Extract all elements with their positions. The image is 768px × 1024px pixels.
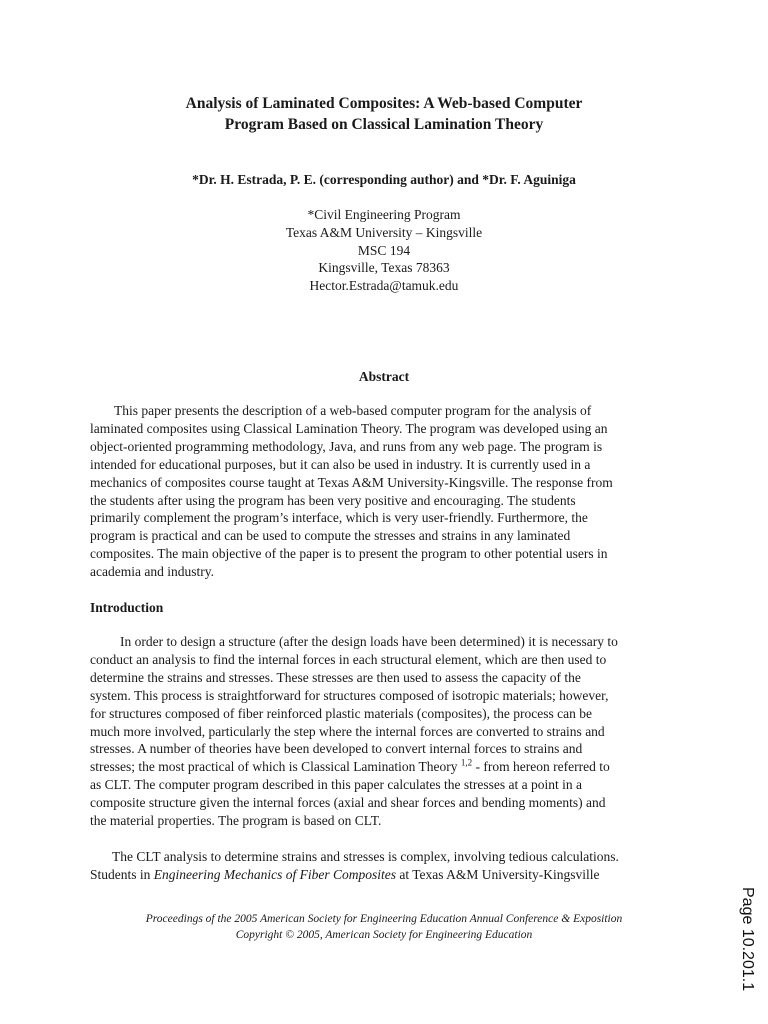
- intro-line: conduct an analysis to find the internal forces in each structural element, which are then used to: [90, 651, 607, 667]
- intro-line-text: stresses; the most practical of which is Classical Lamination Theory: [90, 759, 461, 775]
- intro-line: system. This process is straightforward for structures composed of isotropic materials; however,: [90, 687, 609, 703]
- intro-line: the material properties. The program is based on CLT.: [90, 813, 382, 829]
- introduction-paragraph: [90, 633, 678, 830]
- intro-line: as CLT. The computer program described in this paper calculates the stresses at a point in a: [90, 777, 582, 793]
- footer-proceedings: Proceedings of the 2005 American Society for Engineering Education Annual Conference & Exposition: [145, 913, 623, 925]
- clt-line: The CLT analysis to determine strains and stresses is complex, involving tedious calculations.: [112, 849, 619, 864]
- affiliation-university: Texas A&M University – Kingsville: [285, 224, 483, 240]
- clt-line-text: at Texas A&M University-Kingsville: [395, 866, 600, 882]
- abstract-line: mechanics of composites course taught at Texas A&M University-Kingsville. The response from: [90, 474, 613, 490]
- intro-line-with-citation: [90, 758, 678, 776]
- abstract-paragraph: [90, 402, 678, 581]
- author-line: *Dr. H. Estrada, P. E. (corresponding author) and *Dr. F. Aguiniga: [192, 172, 576, 187]
- footer-copyright: Copyright © 2005, American Society for Engineering Education: [235, 929, 533, 941]
- title-line: Program Based on Classical Lamination Theory: [224, 116, 544, 133]
- title-line: Analysis of Laminated Composites: A Web-based Computer: [185, 95, 583, 112]
- affiliation-program: *Civil Engineering Program: [307, 207, 461, 222]
- citation-superscript: 1,2: [460, 757, 473, 768]
- abstract-line: laminated composites using Classical Lamination Theory. The program was developed using an: [90, 420, 608, 436]
- intro-line: composite structure given the internal forces (axial and shear forces and bending moments) and: [90, 795, 606, 811]
- affiliation-city: Kingsville, Texas 78363: [318, 260, 450, 276]
- affiliation-block: [90, 206, 678, 295]
- paper-title: [90, 93, 678, 135]
- intro-line: stresses. A number of theories have been developed to convert internal forces to strains and: [90, 741, 583, 757]
- proceedings-footer: [90, 911, 678, 943]
- introduction-heading: Introduction: [90, 600, 164, 615]
- intro-line: for structures composed of fiber reinforced plastic materials (composites), the process can be: [90, 705, 592, 721]
- abstract-line: program is practical and can be used to compute the stresses and strains in any laminated: [90, 528, 571, 544]
- abstract-line: intended for educational purposes, but it can also be used in industry. It is currently used in a: [90, 456, 591, 472]
- clt-line-text: Students in: [90, 866, 154, 882]
- abstract-line: object-oriented programming methodology, Java, and runs from any web page. The program is: [90, 438, 603, 454]
- affiliation-email: Hector.Estrada@tamuk.edu: [309, 278, 459, 294]
- intro-line: much more involved, particularly the step where the internal forces are converted to strains and: [90, 723, 605, 739]
- clt-paragraph: [90, 848, 678, 884]
- intro-line-text: - from hereon referred to: [472, 759, 610, 775]
- course-title: Engineering Mechanics of Fiber Composites: [153, 866, 396, 882]
- abstract-line: composites. The main objective of the paper is to present the program to other potential users in: [90, 546, 608, 562]
- intro-line: determine the strains and stresses. These stresses are then used to assess the capacity of the: [90, 669, 581, 685]
- intro-line: In order to design a structure (after the design loads have been determined) it is necessary to: [120, 634, 618, 649]
- clt-line-with-course: [90, 866, 678, 884]
- affiliation-msc: MSC 194: [357, 242, 411, 258]
- page-number: Page 10.201.1: [739, 887, 756, 992]
- abstract-line: the students after using the program has been very positive and encouraging. The students: [90, 492, 576, 508]
- abstract-line: This paper presents the description of a web-based computer program for the analysis of: [114, 403, 592, 418]
- abstract-line: academia and industry.: [90, 564, 214, 580]
- abstract-heading: Abstract: [358, 369, 410, 384]
- abstract-line: primarily complement the program’s interface, which is very user-friendly. Furthermore, the: [90, 510, 588, 526]
